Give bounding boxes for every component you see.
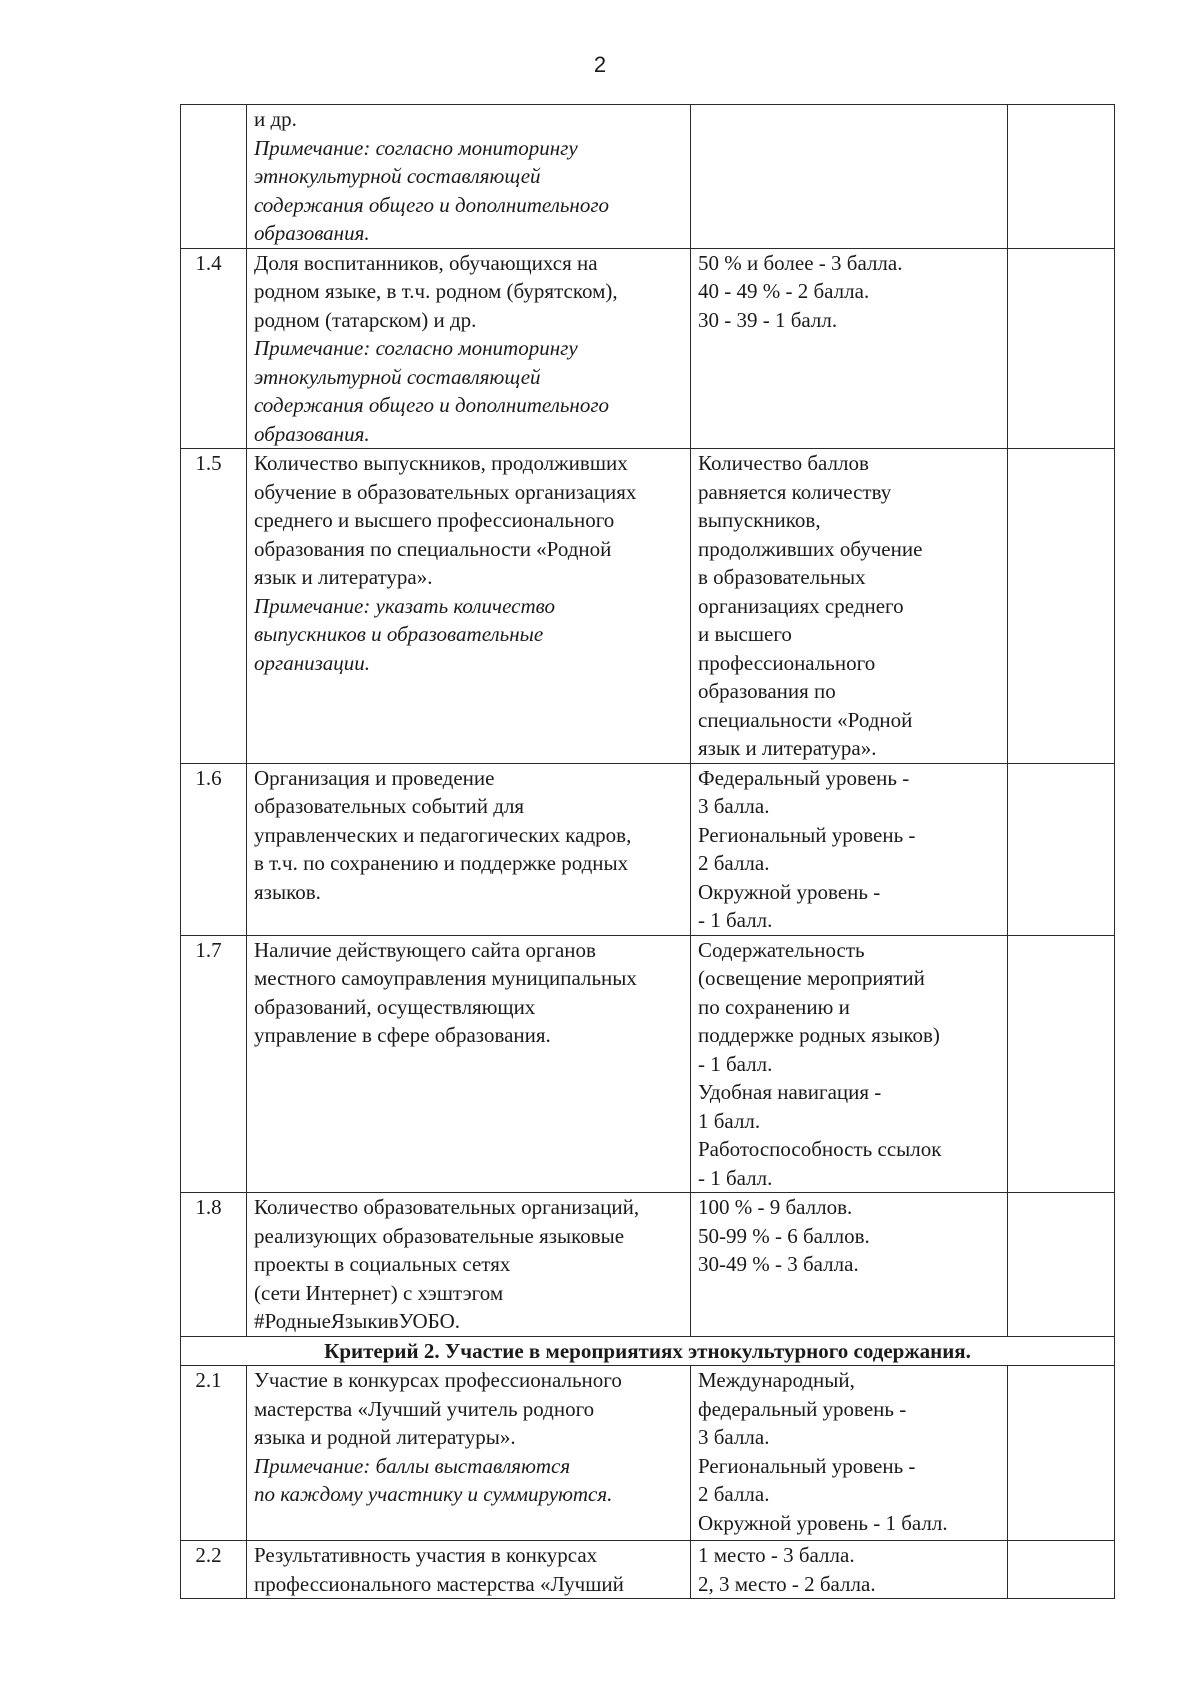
score-line: 30-49 % - 3 балла. [698,1252,859,1276]
description-line: мастерства «Лучший учитель родного [254,1396,595,1421]
description-line: образования по специальности «Родной [254,536,612,561]
score-line: федеральный уровень - [698,1396,907,1421]
note-line: образования. [254,421,370,446]
score-line: Работоспособность ссылок [698,1137,942,1161]
note-line: по каждому участнику и суммируются. [254,1482,613,1506]
row-number: 1.8 [181,1193,247,1337]
score-line: (освещение мероприятий [698,966,925,990]
score-criteria [691,449,1008,764]
note-line: содержания общего и дополнительного [254,192,610,217]
note-line: организации. [254,650,371,675]
score-line: Окружной уровень - [698,879,881,904]
score-line: - 1 балл. [698,1165,773,1190]
score-value-cell [1008,1541,1115,1599]
description-line: язык и литература». [254,565,433,589]
description-line: и др. [254,107,297,131]
description-line: Участие в конкурсах профессионального [254,1368,622,1392]
score-line: поддержке родных языков) [698,1023,940,1047]
table-row [181,1541,1115,1599]
description-line: Доля воспитанников, обучающихся на [254,250,598,275]
criteria-table [180,104,1115,1599]
description-line: #РодныеЯзыкивУОБО. [254,1309,460,1333]
indicator-description [247,105,691,249]
score-line: Региональный уровень - [698,822,916,847]
score-line: равняется количеству [698,479,892,504]
note-line: Примечание: баллы выставляются [254,1453,571,1478]
score-line: 2, 3 место - 2 балла. [698,1571,876,1596]
score-value-cell [1008,935,1115,1193]
description-line: образований, осуществляющих [254,994,536,1019]
table-row [181,1366,1115,1541]
score-value-cell [1008,763,1115,935]
indicator-description [247,1541,691,1599]
table-row [181,248,1115,449]
table-row [181,105,1115,249]
description-line: в т.ч. по сохранению и поддержке родных [254,851,629,875]
description-line: управление в сфере образования. [254,1023,551,1047]
score-line: специальности «Родной [698,707,913,732]
note-line: Примечание: указать количество [254,593,555,618]
score-line: 1 балл. [698,1108,761,1133]
score-line: 50 % и более - 3 балла. [698,250,903,275]
score-line: Содержательность [698,937,865,962]
description-line: Результативность участия в конкурсах [254,1543,598,1567]
description-line: профессионального мастерства «Лучший [254,1571,624,1596]
description-line: проекты в социальных сетях [254,1252,511,1276]
score-criteria [691,1541,1008,1599]
table-row [181,449,1115,764]
score-criteria [691,105,1008,249]
table-row [181,1193,1115,1337]
score-line: язык и литература». [698,736,877,760]
score-line: 30 - 39 - 1 балл. [698,307,838,332]
score-value-cell [1008,1366,1115,1541]
score-criteria [691,935,1008,1193]
description-line: Организация и проведение [254,765,495,790]
score-line: образования по [698,679,836,703]
row-number: 1.6 [181,763,247,935]
description-line: языка и родной литературы». [254,1425,516,1449]
score-line: Количество баллов [698,451,869,475]
description-line: (сети Интернет) с хэштэгом [254,1280,504,1305]
row-number: 1.5 [181,449,247,764]
indicator-description [247,248,691,449]
score-line: Федеральный уровень - [698,765,910,790]
criterion-heading-row [181,1336,1115,1366]
score-line: продолживших обучение [698,536,923,561]
page-number: 2 [593,52,607,77]
score-value-cell [1008,105,1115,249]
score-line: 3 балла. [698,794,770,818]
score-value-cell [1008,248,1115,449]
row-number: 1.4 [181,248,247,449]
row-number: 1.7 [181,935,247,1193]
score-line: Удобная навигация - [698,1080,882,1104]
note-line: образования. [254,221,370,245]
score-criteria [691,248,1008,449]
row-number [181,105,247,249]
description-line: языков. [254,879,321,904]
description-line: Количество образовательных организаций, [254,1195,640,1219]
indicator-description [247,935,691,1193]
description-line: обучение в образовательных организациях [254,479,637,504]
score-line: организациях среднего [698,593,904,618]
description-line: образовательных событий для [254,794,525,818]
description-line: управленческих и педагогических кадров, [254,822,632,847]
score-value-cell [1008,449,1115,764]
indicator-description [247,1366,691,1541]
score-line: и высшего [698,622,792,646]
score-line: Окружной уровень - 1 балл. [698,1510,948,1535]
description-line: реализующих образовательные языковые [254,1223,625,1248]
description-line: родном (татарском) и др. [254,307,477,332]
table-row [181,763,1115,935]
description-line: Наличие действующего сайта органов [254,937,596,962]
score-line: выпускников, [698,508,821,532]
note-line: Примечание: согласно мониторингу [254,135,578,160]
score-criteria [691,763,1008,935]
indicator-description [247,763,691,935]
note-line: Примечание: согласно мониторингу [254,336,578,360]
score-line: - 1 балл. [698,908,773,932]
score-line: профессионального [698,650,876,675]
score-line: 50-99 % - 6 баллов. [698,1223,870,1248]
description-line: Количество выпускников, продолживших [254,451,628,475]
note-line: выпускников и образовательные [254,622,544,646]
score-criteria [691,1193,1008,1337]
score-line: 1 место - 3 балла. [698,1543,855,1567]
indicator-description [247,1193,691,1337]
score-line: 2 балла. [698,851,770,875]
score-line: Международный, [698,1368,855,1392]
description-line: среднего и высшего профессионального [254,508,615,532]
score-line: 100 % - 9 баллов. [698,1195,853,1219]
score-line: Региональный уровень - [698,1453,916,1478]
row-number: 2.1 [181,1366,247,1541]
score-line: 2 балла. [698,1482,770,1506]
note-line: содержания общего и дополнительного [254,393,610,417]
description-line: местного самоуправления муниципальных [254,966,637,990]
score-line: - 1 балл. [698,1051,773,1076]
note-line: этнокультурной составляющей [254,164,541,188]
score-criteria [691,1366,1008,1541]
score-line: в образовательных [698,565,866,589]
description-line: родном языке, в т.ч. родном (бурятском), [254,279,618,303]
score-line: 40 - 49 % - 2 балла. [698,279,870,303]
table-row [181,935,1115,1193]
score-line: по сохранению и [698,994,850,1019]
note-line: этнокультурной составляющей [254,364,541,389]
score-line: 3 балла. [698,1425,770,1449]
indicator-description [247,449,691,764]
score-value-cell [1008,1193,1115,1337]
criterion-heading: Критерий 2. Участие в мероприятиях этнокультурного содержания. [181,1336,1115,1366]
row-number: 2.2 [181,1541,247,1599]
